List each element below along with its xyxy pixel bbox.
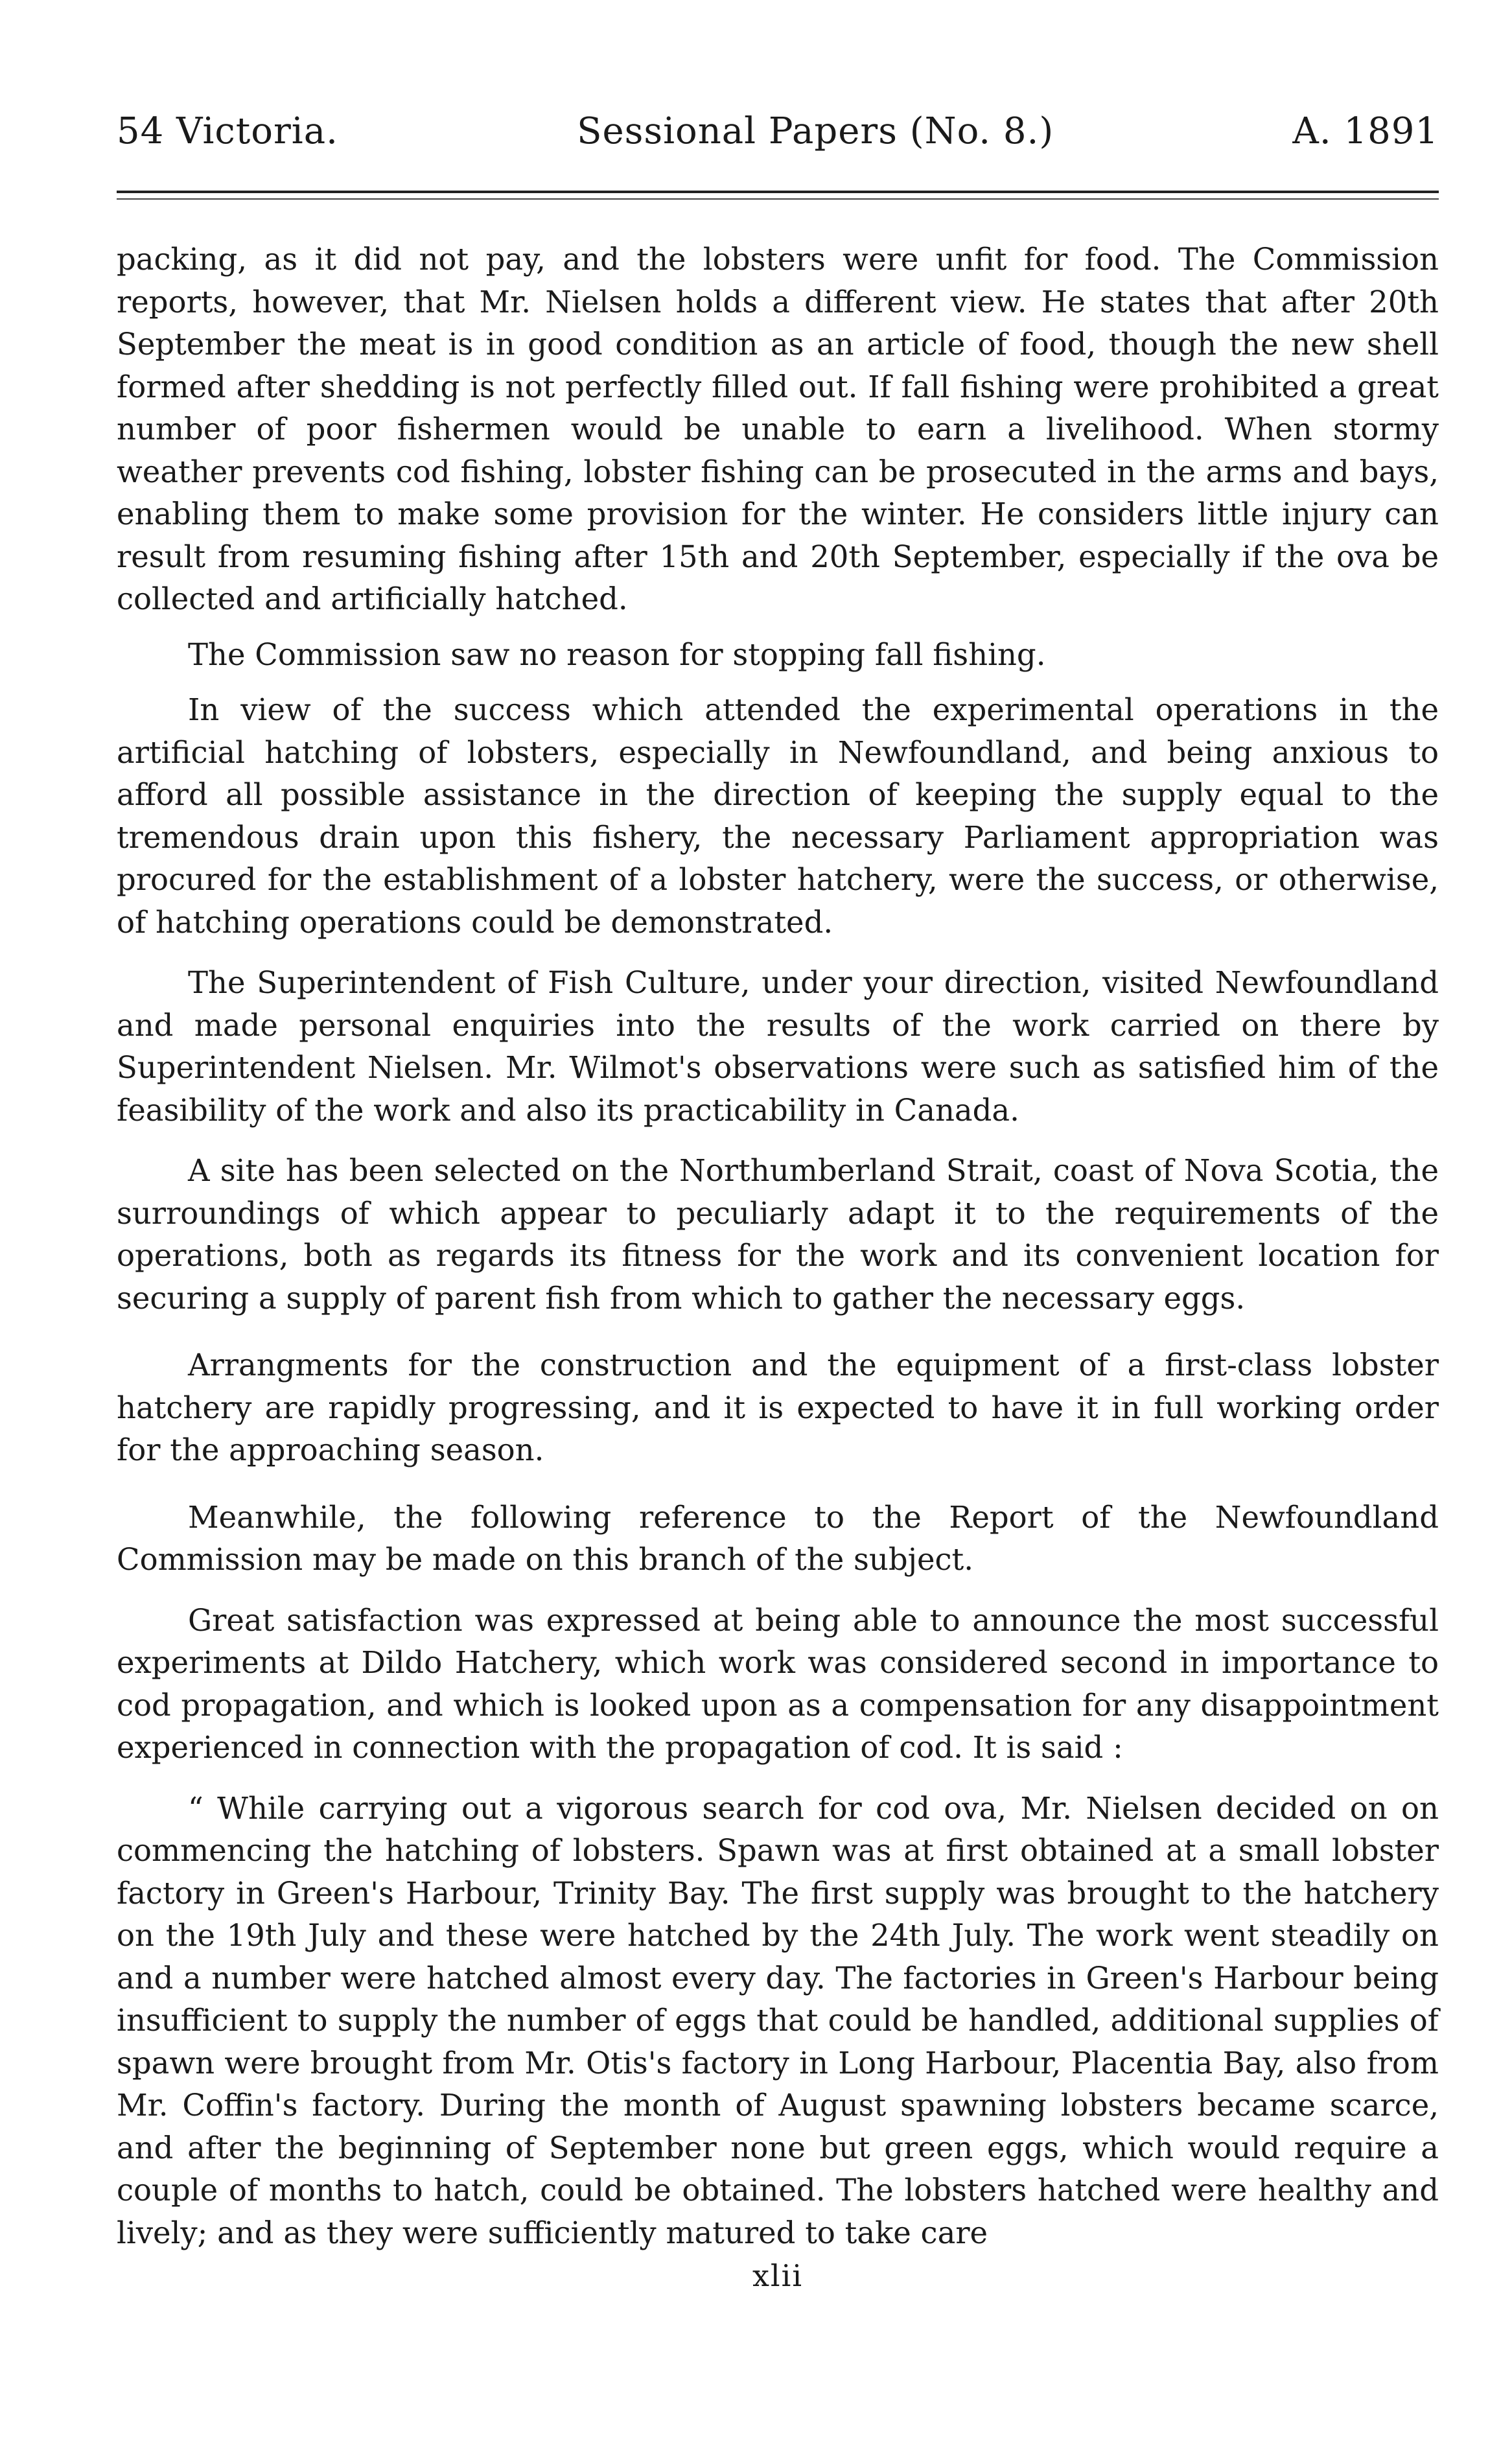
header-volume: 54 Victoria. [117, 110, 338, 152]
paragraph: Great satisfaction was expressed at being able to announce the most successful experiments at Dildo Hatchery, which work was considered second in importance to cod propagation, and which is looked upon as a compensation for any disappointment experienced in connection with the propagation of cod. It is said : [117, 1602, 1439, 1765]
paragraph: Arrangments for the construction and the equipment of a first-class lobster hatchery are rapidly progressing, and it is expected to have it in full working order for the approaching season. [117, 1348, 1439, 1467]
paragraph: In view of the success which attended the experimental operations in the artificial hatching of lobsters, especially in Newfoundland, and being anxious to afford all possible assistance in the direction of keeping the supply equal to the tremendous drain upon this fishery, the necessary Parliament appropriation was procured for the establishment of a lobster hatchery, were the success, or otherwise, of hatching operations could be demonstrated. [117, 692, 1439, 940]
document-page [117, 110, 1439, 2293]
header-year: A. 1891 [1292, 110, 1439, 152]
paragraph: “ While carrying out a vigorous search for cod ova, Mr. Nielsen decided on on commencing the hatching of lobsters. Spawn was at first obtained at a small lobster factory in Green's Harbour, Trinity Bay. The first supply was brought to the hatchery on the 19th July and these were hatched by the 24th July. The work went steadily on and a number were hatched almost every day. The factories in Green's Harbour being insufficient to supply the number of eggs that could be handled, additional supplies of spawn were brought from Mr. Otis's factory in Long Harbour, Placentia Bay, also from Mr. Coffin's factory. During the month of August spawning lobsters became scarce, and after the beginning of September none but green eggs, which would require a couple of months to hatch, could be obtained. The lobsters hatched were healthy and lively; and as they were sufficiently matured to take care [117, 1790, 1439, 2250]
body-text [117, 239, 1439, 2254]
header-title: Sessional Papers (No. 8.) [577, 110, 1054, 152]
paragraph: The Commission saw no reason for stopping fall fishing. [188, 636, 1046, 672]
paragraph: packing, as it did not pay, and the lobsters were unfit for food. The Commission reports, however, that Mr. Nielsen holds a different view. He states that after 20th September the meat is in good condition as an article of food, though the new shell formed after shedding is not perfectly filled out. If fall fishing were prohibited a great number of poor fishermen would be unable to earn a livelihood. When stormy weather prevents cod fishing, lobster fishing can be prosecuted in the arms and bays, enabling them to make some provision for the winter. He considers little injury can result from resuming fishing after 15th and 20th September, especially if the ova be collected and artificially hatched. [117, 242, 1439, 616]
paragraph: The Superintendent of Fish Culture, under your direction, visited Newfoundland and made personal enquiries into the results of the work carried on there by Superintendent Nielsen. Mr. Wilmot's observations were such as satisfied him of the feasibility of the work and also its practicability in Canada. [117, 965, 1439, 1128]
page-number: xlii [752, 2258, 804, 2293]
running-header [117, 110, 1439, 162]
header-rule [117, 191, 1439, 193]
header-rule-thin [117, 198, 1439, 200]
paragraph: Meanwhile, the following reference to the Report of the Newfoundland Commission may be made on this branch of the subject. [117, 1499, 1439, 1577]
paragraph: A site has been selected on the Northumberland Strait, coast of Nova Scotia, the surroundings of which appear to peculiarly adapt it to the requirements of the operations, both as regards its fitness for the work and its convenient location for securing a supply of parent fish from which to gather the necessary eggs. [117, 1153, 1439, 1316]
